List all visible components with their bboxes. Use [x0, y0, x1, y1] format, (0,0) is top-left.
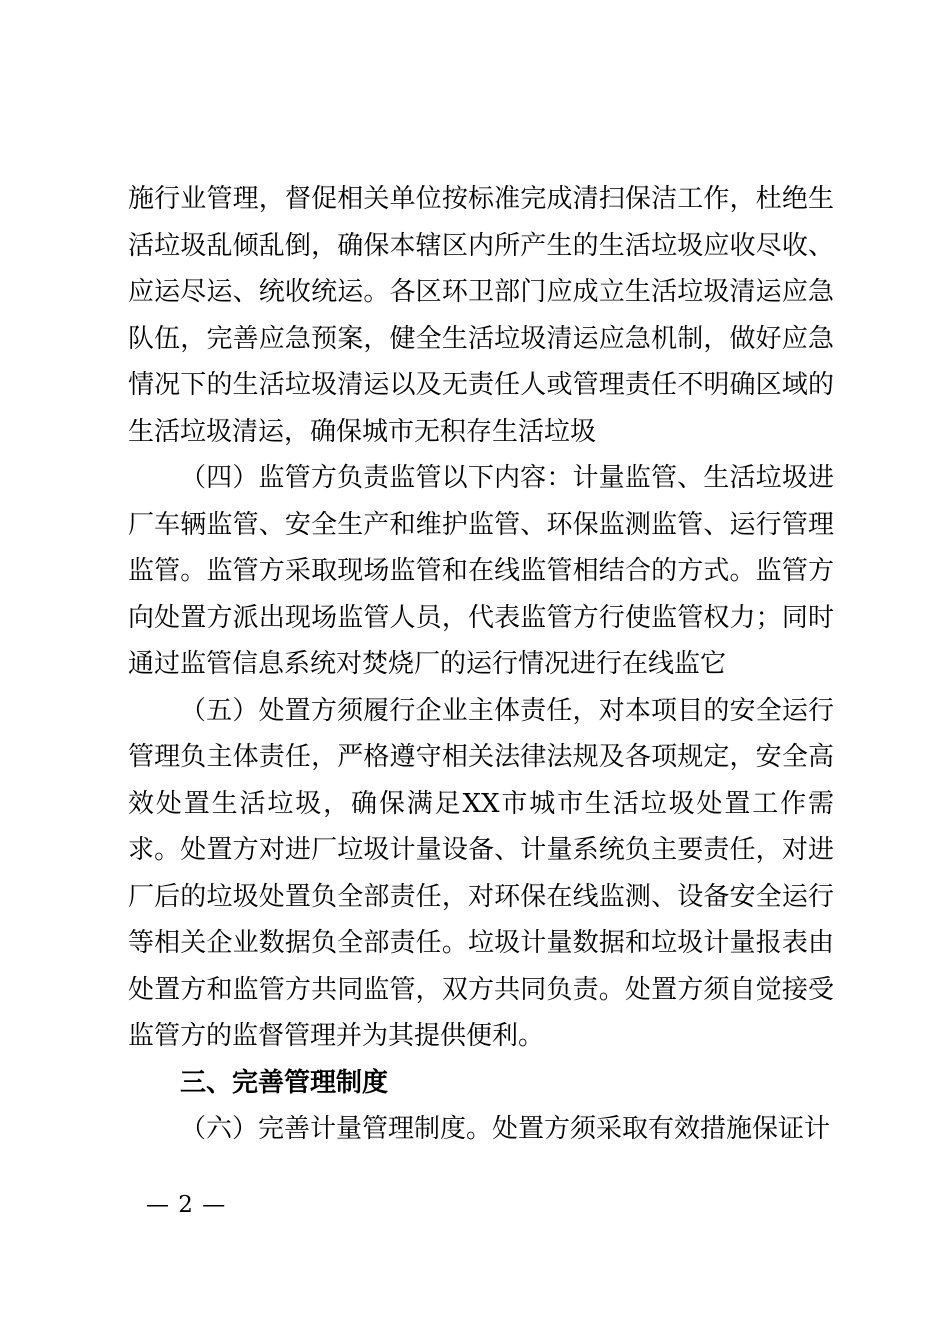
paragraph-item-six: （六）完善计量管理制度。处置方须采取有效措施保证计	[180, 1114, 831, 1144]
document-body	[128, 176, 834, 1153]
section-heading: 三、完善管理制度	[180, 1067, 389, 1098]
paragraph-continued: 施行业管理，督促相关单位按标准完成清扫保洁工作，杜绝生活垃圾乱倾乱倒，确保本辖区内所产生的生活垃圾应收尽收、应运尽运、统收统运。各区环卫部门应成立生活垃圾清运应急队伍，完善应急预案，健全生活垃圾清运应急机制，做好应急情况下的生活垃圾清运以及无责任人或管理责任不明确区域的生活垃圾清运，确保城市无积存生活垃圾	[128, 184, 834, 447]
paragraph-item-five: （五）处置方须履行企业主体责任，对本项目的安全运行管理负主体责任，严格遵守相关法律法规及各项规定，安全高效处置生活垃圾，确保满足XX市城市生活垃圾处置工作需求。处置方对进厂垃圾计量设备、计量系统负主要责任，对进厂后的垃圾处置负全部责任，对环保在线监测、设备安全运行等相关企业数据负全部责任。垃圾计量数据和垃圾计量报表由处置方和监管方共同监管，双方共同负责。处置方须自觉接受监管方的监督管理并为其提供便利。	[128, 695, 834, 1051]
page-number: — 2 —	[146, 1192, 227, 1218]
paragraph-item-four: （四）监管方负责监管以下内容：计量监管、生活垃圾进厂车辆监管、安全生产和维护监管、环保监测监管、运行管理监管。监管方采取现场监管和在线监管相结合的方式。监管方向处置方派出现场监管人员，代表监管方行使监管权力；同时通过监管信息系统对焚烧厂的运行情况进行在线监它	[128, 463, 834, 679]
